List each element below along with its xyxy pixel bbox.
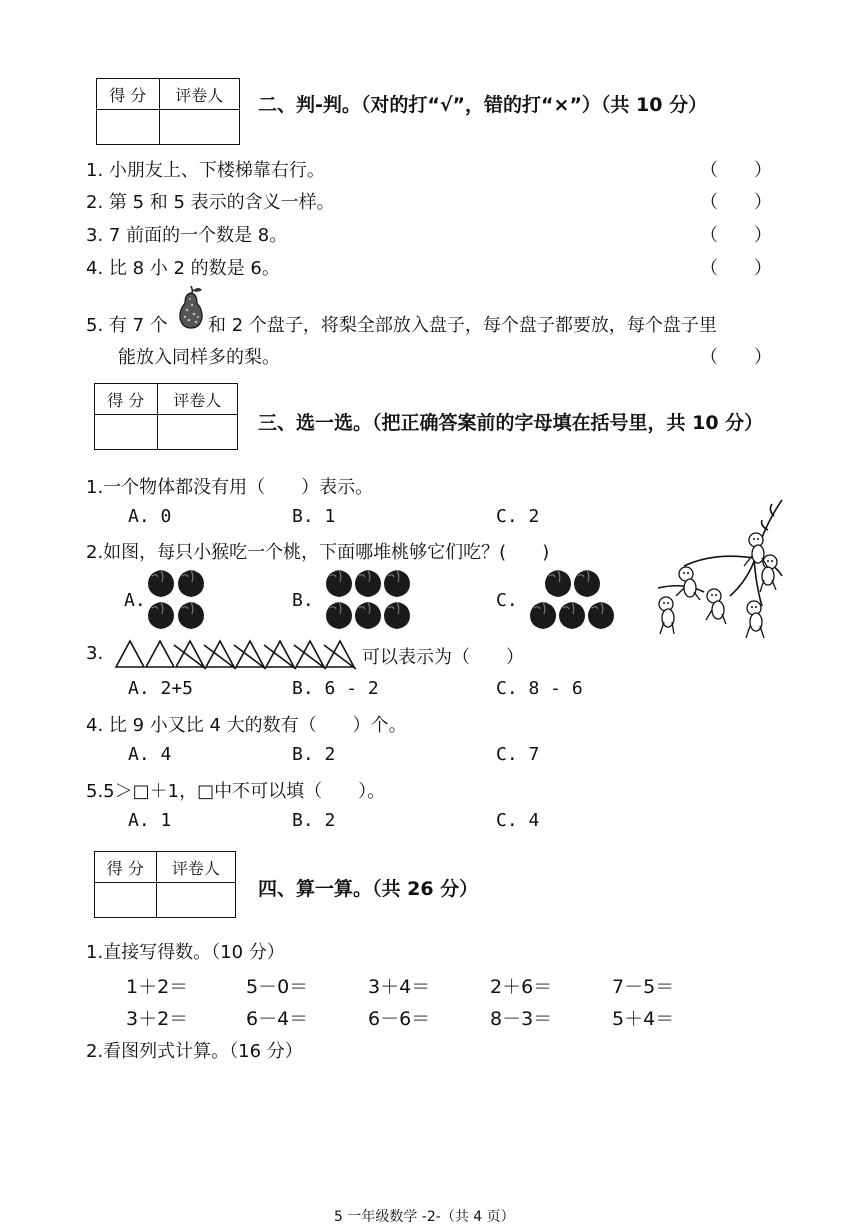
choice-q4: 4. 比 9 小又比 4 大的数有（ ）个。 [86,715,407,736]
q4-option-b[interactable]: B. 2 [292,744,336,765]
triangles-figure [114,637,362,671]
grader-cell[interactable] [157,415,237,450]
answer-paren-3[interactable]: （ ） [700,225,772,246]
calc-2-3: 6－6＝ [368,1008,431,1030]
judge-item-4: 4. 比 8 小 2 的数是 6。 [86,258,280,279]
score-label: 得 分 [97,79,160,110]
grader-cell[interactable] [156,883,235,918]
peach-pile-c-icon [526,566,618,632]
choice-q1: 1.一个物体都没有用（ ）表示。 [86,477,374,498]
q5-option-a[interactable]: A. 1 [128,810,172,831]
grader-label: 评卷人 [156,852,235,883]
score-box-section4 [94,851,236,918]
q3-option-b[interactable]: B. 6 - 2 [292,678,379,699]
section4-title: 四、算一算。（共 26 分） [258,878,479,900]
calc-2-1: 3＋2＝ [126,1008,189,1030]
q2-option-c[interactable]: C. [496,590,518,611]
grader-cell[interactable] [159,110,239,145]
grader-label: 评卷人 [159,79,239,110]
q3-option-a[interactable]: A. 2+5 [128,678,194,699]
q4-option-a[interactable]: A. 4 [128,744,172,765]
judge-item-1: 1. 小朋友上、下楼梯靠右行。 [86,160,325,181]
q1-option-c[interactable]: C. 2 [496,506,540,527]
judge-item-3: 3. 7 前面的一个数是 8。 [86,225,288,246]
pear-icon [176,284,206,330]
calc-2-4: 8－3＝ [490,1008,553,1030]
q5-option-b[interactable]: B. 2 [292,810,336,831]
calc-sub1: 1.直接写得数。（10 分） [86,942,285,963]
grader-label: 评卷人 [157,384,237,415]
score-box-section2 [96,78,240,145]
score-cell[interactable] [95,415,158,450]
choice-q5: 5.5＞□＋1，□中不可以填（ ）。 [86,781,386,802]
answer-paren-4[interactable]: （ ） [700,258,772,279]
score-cell[interactable] [95,883,157,918]
calc-sub2: 2.看图列式计算。（16 分） [86,1041,303,1062]
calc-1-1: 1＋2＝ [126,976,189,998]
answer-paren-2[interactable]: （ ） [700,192,772,213]
q4-option-c[interactable]: C. 7 [496,744,540,765]
q3-option-c[interactable]: C. 8 - 6 [496,678,583,699]
choice-q3-text: 可以表示为（ ） [362,647,524,668]
q1-option-b[interactable]: B. 1 [292,506,336,527]
judge-item-5c: 能放入同样多的梨。 [118,347,280,368]
score-label: 得 分 [95,852,157,883]
score-box-section3 [94,383,238,450]
calc-1-5: 7－5＝ [612,976,675,998]
calc-1-3: 3＋4＝ [368,976,431,998]
answer-paren-5[interactable]: （ ） [700,347,772,368]
q5-option-c[interactable]: C. 4 [496,810,540,831]
calc-2-5: 5＋4＝ [612,1008,675,1030]
q2-option-a[interactable]: A. [124,590,146,611]
judge-item-5b: 和 2 个盘子，将梨全部放入盘子，每个盘子都要放，每个盘子里 [208,315,717,336]
page-footer: 5 一年级数学 -2-（共 4 页） [334,1209,515,1225]
choice-q3-num: 3. [86,643,104,664]
monkeys-on-vine-illustration [644,496,786,646]
judge-item-5a: 5. 有 7 个 [86,315,168,336]
section2-title: 二、判-判。（对的打“√”，错的打“×”）（共 10 分） [258,94,708,116]
section3-title: 三、选一选。（把正确答案前的字母填在括号里，共 10 分） [258,412,764,434]
score-cell[interactable] [97,110,160,145]
calc-2-2: 6－4＝ [246,1008,309,1030]
answer-paren-1[interactable]: （ ） [700,160,772,181]
peach-pile-a-icon [144,566,208,632]
q2-option-b[interactable]: B. [292,590,314,611]
judge-item-2: 2. 第 5 和 5 表示的含义一样。 [86,192,335,213]
score-label: 得 分 [95,384,158,415]
peach-pile-b-icon [322,566,414,632]
calc-1-4: 2＋6＝ [490,976,553,998]
calc-1-2: 5－0＝ [246,976,309,998]
choice-q2: 2.如图，每只小猴吃一个桃，下面哪堆桃够它们吃？( ) [86,542,550,563]
q1-option-a[interactable]: A. 0 [128,506,172,527]
